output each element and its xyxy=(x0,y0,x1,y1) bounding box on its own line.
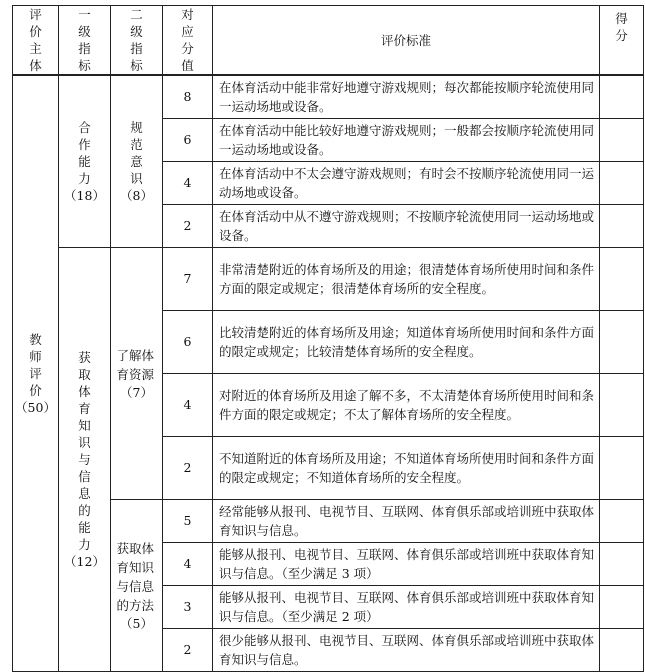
header-level2: 二级指标 xyxy=(111,6,163,76)
points-cell: 8 xyxy=(163,75,213,118)
points-cell: 2 xyxy=(163,204,213,247)
score-cell[interactable] xyxy=(600,247,644,310)
points-cell: 5 xyxy=(163,499,213,542)
standard-cell: 在体育活动中不太会遵守游戏规则；有时会不按顺序轮流使用同一运动场地或设备。 xyxy=(213,161,600,204)
standard-cell: 能够从报刊、电视节目、互联网、体育俱乐部或培训班中获取体育知识与信息。（至少满足 3 项） xyxy=(213,542,600,585)
level1-points: （12） xyxy=(64,553,105,569)
level2-name: 获取体育知识与信息的方法 xyxy=(116,540,155,613)
level1-info-ability-cell xyxy=(59,247,111,671)
score-cell[interactable] xyxy=(600,373,644,436)
score-cell[interactable] xyxy=(600,204,644,247)
points-cell: 2 xyxy=(163,628,213,671)
level1-cooperation-cell xyxy=(59,75,111,247)
header-subject: 评价主体 xyxy=(13,6,59,76)
subject-name: 教师评价 xyxy=(29,331,42,398)
standard-cell: 不知道附近的体育场所及用途；不知道体育场所使用时间和条件方面的限定或规定；不知道体育场所的安全程度。 xyxy=(213,436,600,499)
standard-cell: 比较清楚附近的体育场所及用途；知道体育场所使用时间和条件方面的限定或规定；比较清楚体育场所的安全程度。 xyxy=(213,310,600,373)
standard-cell: 能够从报刊、电视节目、互联网、体育俱乐部或培训班中获取体育知识与信息。（至少满足 2 项） xyxy=(213,585,600,628)
subject-cell xyxy=(13,75,59,671)
header-row xyxy=(13,6,644,76)
table-row xyxy=(13,75,644,118)
header-standard: 评价标准 xyxy=(213,6,600,76)
points-cell: 4 xyxy=(163,373,213,436)
level2-info-methods-cell xyxy=(111,499,163,671)
standard-cell: 非常清楚附近的体育场所及的用途；很清楚体育场所使用时间和条件方面的限定或规定；很清楚体育场所的安全程度。 xyxy=(213,247,600,310)
level2-name: 规范意识 xyxy=(130,119,143,186)
level2-sport-resources-cell xyxy=(111,247,163,499)
points-cell: 6 xyxy=(163,118,213,161)
score-cell[interactable] xyxy=(600,161,644,204)
subject-points: （50） xyxy=(15,399,56,415)
header-points: 对应分值 xyxy=(163,6,213,76)
score-cell[interactable] xyxy=(600,542,644,585)
points-cell: 7 xyxy=(163,247,213,310)
score-cell[interactable] xyxy=(600,628,644,671)
standard-cell: 在体育活动中从不遵守游戏规则；不按顺序轮流使用同一运动场地或设备。 xyxy=(213,204,600,247)
level2-points: （7） xyxy=(120,384,153,400)
score-cell[interactable] xyxy=(600,436,644,499)
points-cell: 6 xyxy=(163,310,213,373)
header-level1: 一级指标 xyxy=(59,6,111,76)
evaluation-table xyxy=(12,5,644,672)
level1-name: 合作能力 xyxy=(78,119,91,186)
score-cell[interactable] xyxy=(600,310,644,373)
standard-cell: 很少能够从报刊、电视节目、互联网、体育俱乐部或培训班中获取体育知识与信息。 xyxy=(213,628,600,671)
standard-cell: 在体育活动中能比较好地遵守游戏规则；一般都会按顺序轮流使用同一运动场地或设备。 xyxy=(213,118,600,161)
points-cell: 4 xyxy=(163,161,213,204)
standard-cell: 在体育活动中能非常好地遵守游戏规则；每次都能按顺序轮流使用同一运动场地或设备。 xyxy=(213,75,600,118)
level2-rule-awareness-cell xyxy=(111,75,163,247)
points-cell: 2 xyxy=(163,436,213,499)
score-cell[interactable] xyxy=(600,75,644,118)
level2-points: （8） xyxy=(120,187,153,203)
level1-points: （18） xyxy=(64,187,105,203)
standard-cell: 对附近的体育场所及用途了解不多，不太清楚体育场所使用时间和条件方面的限定或规定；不太了解体育场所的安全程度。 xyxy=(213,373,600,436)
level2-points: （5） xyxy=(120,615,153,631)
standard-cell: 经常能够从报刊、电视节目、互联网、体育俱乐部或培训班中获取体育知识与信息。 xyxy=(213,499,600,542)
points-cell: 4 xyxy=(163,542,213,585)
table-row xyxy=(13,247,644,310)
level1-name: 获取体育知识与信息的能力 xyxy=(78,349,91,552)
level2-name: 了解体育资源 xyxy=(116,347,155,382)
header-score: 得分 xyxy=(600,6,644,76)
points-cell: 3 xyxy=(163,585,213,628)
score-cell[interactable] xyxy=(600,118,644,161)
score-cell[interactable] xyxy=(600,585,644,628)
score-cell[interactable] xyxy=(600,499,644,542)
